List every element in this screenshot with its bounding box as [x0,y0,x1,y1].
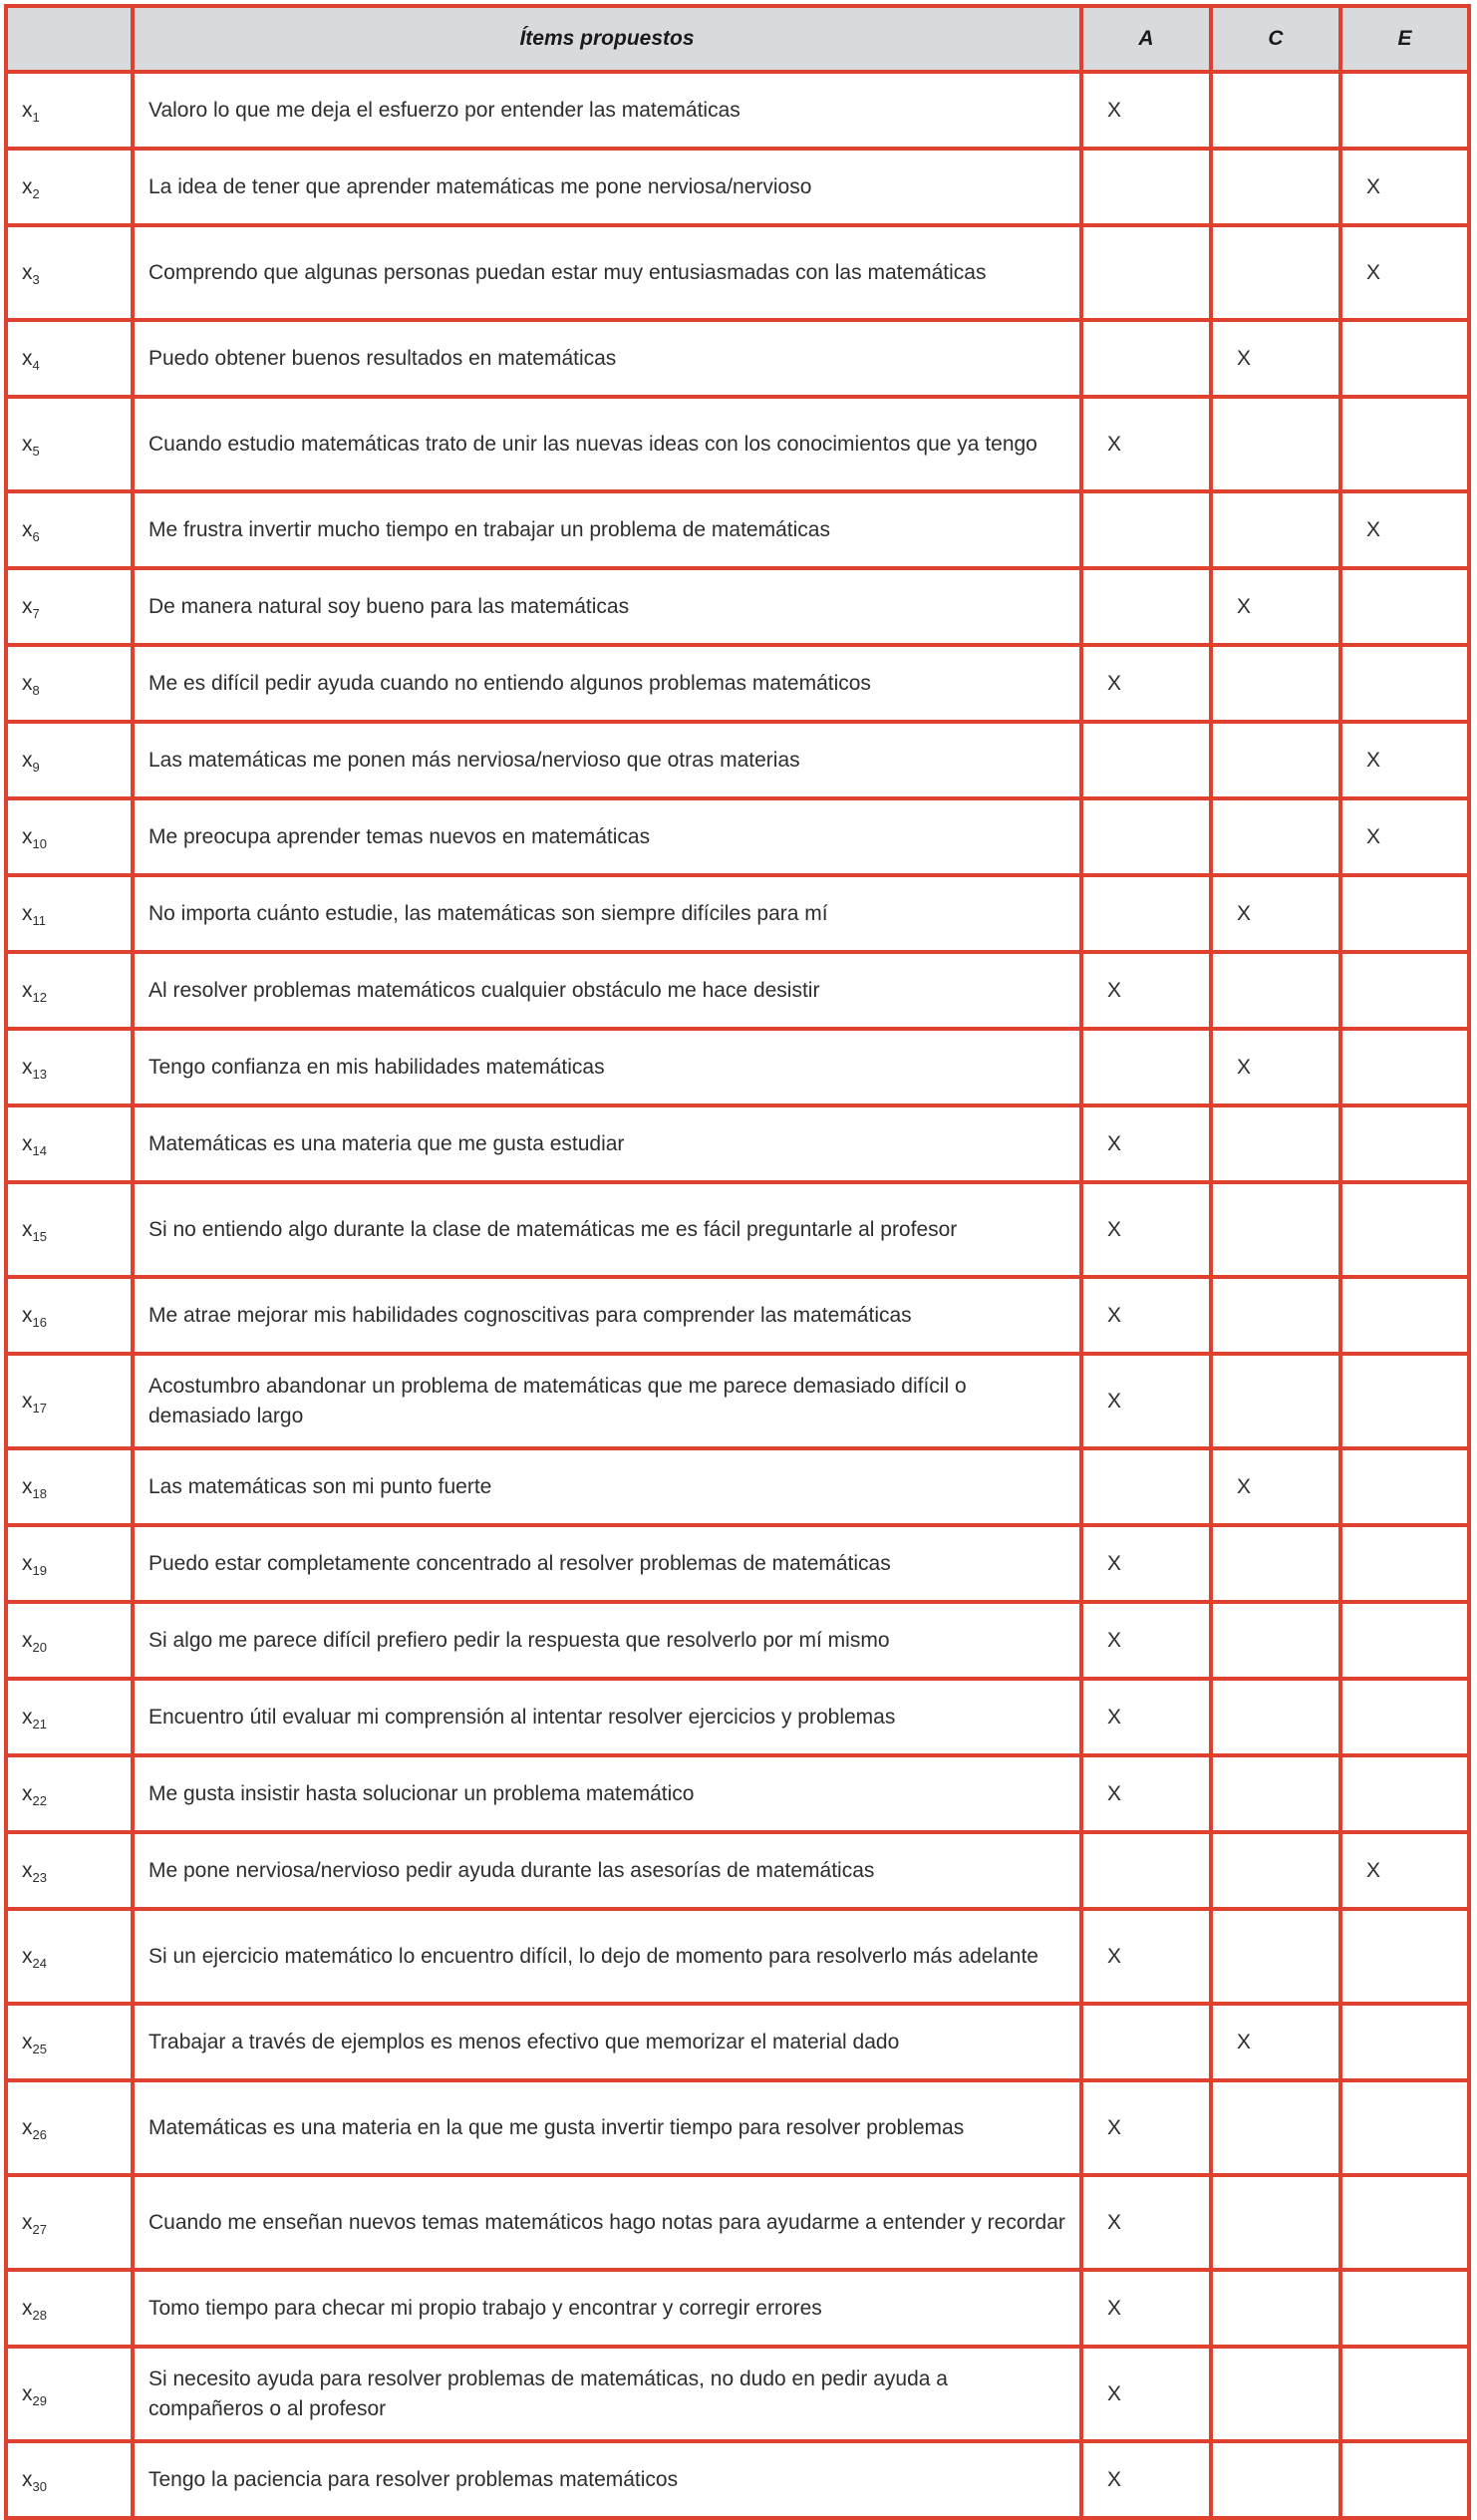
item-id-subscript: 24 [32,1956,47,1971]
item-id-subscript: 26 [32,2127,47,2142]
item-id-label: x [22,347,33,370]
mark-cell-a: X [1081,1602,1211,1679]
item-id-subscript: 30 [32,2479,47,2494]
mark-cell-e: X [1340,225,1469,320]
mark-cell-c [1211,722,1340,798]
mark-cell-c [1211,1755,1340,1832]
item-id [6,1832,133,1909]
item-id-subscript: 6 [32,529,40,544]
table-row [6,320,1469,397]
mark-cell-c [1211,952,1340,1029]
mark-cell-e [1340,568,1469,645]
table-row [6,225,1469,320]
mark-cell-a [1081,149,1211,225]
item-id-label: x [22,99,33,122]
item-id-subscript: 29 [32,2393,47,2408]
mark-cell-a: X [1081,397,1211,491]
item-text: Puedo estar completamente concentrado al resolver problemas de matemáticas [133,1525,1081,1602]
item-id [6,1679,133,1755]
item-text: Puedo obtener buenos resultados en matemáticas [133,320,1081,397]
item-id [6,952,133,1029]
table-row [6,1354,1469,1448]
mark-cell-c [1211,645,1340,722]
table-row [6,72,1469,149]
item-id-label: x [22,261,33,284]
mark-cell-e: X [1340,722,1469,798]
item-text: Matemáticas es una materia en la que me gusta invertir tiempo para resolver problemas [133,2080,1081,2175]
mark-cell-e [1340,1755,1469,1832]
mark-cell-e [1340,952,1469,1029]
item-id [6,1277,133,1354]
table-row [6,2004,1469,2080]
item-text: Trabajar a través de ejemplos es menos efectivo que memorizar el material dado [133,2004,1081,2080]
item-id [6,722,133,798]
table-row [6,1029,1469,1105]
item-id-label: x [22,1859,33,1882]
item-id-label: x [22,1304,33,1327]
item-text: Tengo confianza en mis habilidades matemáticas [133,1029,1081,1105]
item-text: Si no entiendo algo durante la clase de matemáticas me es fácil preguntarle al profesor [133,1182,1081,1277]
table-row [6,1277,1469,1354]
mark-cell-c: X [1211,875,1340,952]
mark-cell-a: X [1081,1105,1211,1182]
item-id-subscript: 2 [32,186,40,201]
mark-cell-a: X [1081,952,1211,1029]
mark-cell-a: X [1081,1182,1211,1277]
item-id-label: x [22,672,33,695]
table-row [6,397,1469,491]
mark-cell-a: X [1081,1679,1211,1755]
mark-cell-c: X [1211,2004,1340,2080]
mark-cell-a [1081,1832,1211,1909]
item-id-label: x [22,595,33,618]
item-id-subscript: 4 [32,358,40,373]
item-id-label: x [22,1782,33,1805]
mark-cell-c: X [1211,1448,1340,1525]
mark-cell-a: X [1081,2441,1211,2518]
item-id-subscript: 1 [32,110,40,125]
item-id [6,875,133,952]
item-id-subscript: 10 [32,836,47,851]
mark-cell-e: X [1340,491,1469,568]
mark-cell-e [1340,1602,1469,1679]
item-id-label: x [22,1475,33,1498]
mark-cell-e [1340,875,1469,952]
item-id-subscript: 25 [32,2042,47,2056]
table-row [6,2270,1469,2347]
mark-cell-a: X [1081,1354,1211,1448]
item-id-label: x [22,1706,33,1729]
item-id [6,2270,133,2347]
item-id-subscript: 23 [32,1870,47,1885]
item-id [6,72,133,149]
mark-cell-c [1211,2441,1340,2518]
item-text: Comprendo que algunas personas puedan estar muy entusiasmadas con las matemáticas [133,225,1081,320]
item-text: Matemáticas es una materia que me gusta estudiar [133,1105,1081,1182]
mark-cell-c [1211,1354,1340,1448]
item-text: Me atrae mejorar mis habilidades cognoscitivas para comprender las matemáticas [133,1277,1081,1354]
mark-cell-a: X [1081,1277,1211,1354]
table-row [6,2347,1469,2441]
item-text: Me gusta insistir hasta solucionar un problema matemático [133,1755,1081,1832]
item-id-subscript: 17 [32,1401,47,1416]
item-id [6,1182,133,1277]
mark-cell-a [1081,722,1211,798]
mark-cell-e [1340,2080,1469,2175]
mark-cell-e [1340,1029,1469,1105]
item-id-label: x [22,1629,33,1652]
item-id [6,491,133,568]
item-id-label: x [22,902,33,925]
item-id-label: x [22,1945,33,1968]
table-row [6,645,1469,722]
mark-cell-a [1081,568,1211,645]
mark-cell-e [1340,645,1469,722]
item-id [6,397,133,491]
mark-cell-a: X [1081,1755,1211,1832]
mark-cell-a [1081,1448,1211,1525]
mark-cell-a: X [1081,2347,1211,2441]
mark-cell-e [1340,2441,1469,2518]
item-id-label: x [22,2211,33,2234]
mark-cell-e [1340,397,1469,491]
mark-cell-c: X [1211,1029,1340,1105]
table-row [6,2175,1469,2270]
mark-cell-e: X [1340,1832,1469,1909]
mark-cell-a [1081,2004,1211,2080]
mark-cell-c [1211,798,1340,875]
items-table [4,4,1471,2520]
mark-cell-e: X [1340,798,1469,875]
item-id-label: x [22,1132,33,1155]
mark-cell-a: X [1081,645,1211,722]
item-id [6,1909,133,2004]
mark-cell-c [1211,491,1340,568]
table-body [6,72,1469,2518]
mark-cell-a: X [1081,1525,1211,1602]
mark-cell-a [1081,491,1211,568]
item-id-subscript: 21 [32,1717,47,1732]
item-id [6,149,133,225]
mark-cell-c [1211,1679,1340,1755]
item-text: Si un ejercicio matemático lo encuentro difícil, lo dejo de momento para resolverlo más adelante [133,1909,1081,2004]
mark-cell-c [1211,1602,1340,1679]
mark-cell-c [1211,1909,1340,2004]
table-row [6,1105,1469,1182]
mark-cell-a [1081,1029,1211,1105]
header-items: Ítems propuestos [133,6,1081,72]
item-id-label: x [22,518,33,541]
item-id [6,2175,133,2270]
item-id-label: x [22,825,33,848]
mark-cell-c [1211,1277,1340,1354]
header-c: C [1211,6,1340,72]
item-id-subscript: 28 [32,2308,47,2323]
item-id-subscript: 18 [32,1486,47,1501]
item-text: Valoro lo que me deja el esfuerzo por entender las matemáticas [133,72,1081,149]
item-id-label: x [22,979,33,1002]
mark-cell-c [1211,1105,1340,1182]
table-row [6,952,1469,1029]
mark-cell-e [1340,1105,1469,1182]
item-id-label: x [22,433,33,456]
item-id-subscript: 8 [32,683,40,698]
mark-cell-c [1211,149,1340,225]
mark-cell-a [1081,225,1211,320]
mark-cell-e [1340,1354,1469,1448]
item-id-subscript: 9 [32,760,40,775]
table-row [6,2080,1469,2175]
mark-cell-e [1340,2004,1469,2080]
item-text: Cuando estudio matemáticas trato de unir las nuevas ideas con los conocimientos que ya tengo [133,397,1081,491]
mark-cell-a [1081,320,1211,397]
item-id-subscript: 27 [32,2222,47,2237]
item-id-label: x [22,749,33,772]
item-id-label: x [22,2468,33,2491]
item-id-label: x [22,2116,33,2139]
mark-cell-e [1340,2347,1469,2441]
mark-cell-c [1211,1525,1340,1602]
item-id [6,2004,133,2080]
item-text: Al resolver problemas matemáticos cualquier obstáculo me hace desistir [133,952,1081,1029]
item-id-subscript: 20 [32,1640,47,1655]
item-id [6,225,133,320]
table-row [6,1679,1469,1755]
header-id [6,6,133,72]
mark-cell-c [1211,225,1340,320]
item-text: Si necesito ayuda para resolver problemas de matemáticas, no dudo en pedir ayuda a compañeros o al profesor [133,2347,1081,2441]
mark-cell-c [1211,72,1340,149]
item-id [6,1525,133,1602]
mark-cell-c [1211,2080,1340,2175]
item-id-subscript: 5 [32,444,40,459]
mark-cell-a: X [1081,2080,1211,2175]
item-id [6,645,133,722]
header-e: E [1340,6,1469,72]
mark-cell-c [1211,2270,1340,2347]
item-id-subscript: 3 [32,272,40,287]
item-id [6,798,133,875]
item-id-subscript: 13 [32,1067,47,1082]
item-id-subscript: 22 [32,1793,47,1808]
item-text: Cuando me enseñan nuevos temas matemáticos hago notas para ayudarme a entender y recordar [133,2175,1081,2270]
item-text: Las matemáticas me ponen más nerviosa/nervioso que otras materias [133,722,1081,798]
item-text: Me es difícil pedir ayuda cuando no entiendo algunos problemas matemáticos [133,645,1081,722]
item-text: Me preocupa aprender temas nuevos en matemáticas [133,798,1081,875]
item-id-subscript: 7 [32,606,40,621]
mark-cell-e [1340,1679,1469,1755]
table-row [6,875,1469,952]
mark-cell-e [1340,1525,1469,1602]
item-text: Tomo tiempo para checar mi propio trabajo y encontrar y corregir errores [133,2270,1081,2347]
mark-cell-e [1340,320,1469,397]
mark-cell-a [1081,798,1211,875]
item-text: De manera natural soy bueno para las matemáticas [133,568,1081,645]
table-row [6,149,1469,225]
item-text: Acostumbro abandonar un problema de matemáticas que me parece demasiado difícil o demasiado largo [133,1354,1081,1448]
item-id-label: x [22,1218,33,1241]
item-id [6,1448,133,1525]
item-text: Encuentro útil evaluar mi comprensión al intentar resolver ejercicios y problemas [133,1679,1081,1755]
mark-cell-c [1211,1182,1340,1277]
item-text: Tengo la paciencia para resolver problemas matemáticos [133,2441,1081,2518]
mark-cell-c: X [1211,320,1340,397]
item-id [6,2080,133,2175]
item-id [6,568,133,645]
mark-cell-e [1340,1448,1469,1525]
item-id-subscript: 19 [32,1563,47,1578]
header-row [6,6,1469,72]
table-row [6,2441,1469,2518]
mark-cell-e [1340,1909,1469,2004]
table-row [6,722,1469,798]
mark-cell-a: X [1081,72,1211,149]
mark-cell-c: X [1211,568,1340,645]
mark-cell-a [1081,875,1211,952]
table-row [6,1909,1469,2004]
item-id-subscript: 15 [32,1229,47,1244]
mark-cell-e [1340,1182,1469,1277]
table-row [6,798,1469,875]
item-id-label: x [22,2031,33,2053]
mark-cell-c [1211,2175,1340,2270]
table-row [6,491,1469,568]
item-id-label: x [22,175,33,198]
item-id-label: x [22,2382,33,2405]
item-id [6,1602,133,1679]
mark-cell-e: X [1340,149,1469,225]
mark-cell-a: X [1081,2175,1211,2270]
mark-cell-c [1211,1832,1340,1909]
mark-cell-a: X [1081,1909,1211,2004]
table-row [6,1182,1469,1277]
table-row [6,1832,1469,1909]
mark-cell-e [1340,1277,1469,1354]
table-row [6,1755,1469,1832]
item-id-label: x [22,1552,33,1575]
table-row [6,1448,1469,1525]
item-id [6,1354,133,1448]
mark-cell-c [1211,2347,1340,2441]
item-id [6,1755,133,1832]
item-id-subscript: 16 [32,1315,47,1330]
header-a: A [1081,6,1211,72]
item-text: No importa cuánto estudie, las matemáticas son siempre difíciles para mí [133,875,1081,952]
mark-cell-e [1340,2270,1469,2347]
item-text: Si algo me parece difícil prefiero pedir la respuesta que resolverlo por mí mismo [133,1602,1081,1679]
item-id-label: x [22,2297,33,2320]
item-id-subscript: 11 [32,913,46,928]
table-row [6,1525,1469,1602]
table-row [6,1602,1469,1679]
item-text: Las matemáticas son mi punto fuerte [133,1448,1081,1525]
item-id [6,1105,133,1182]
mark-cell-e [1340,72,1469,149]
item-id-label: x [22,1056,33,1079]
item-text: La idea de tener que aprender matemáticas me pone nerviosa/nervioso [133,149,1081,225]
item-id [6,320,133,397]
mark-cell-c [1211,397,1340,491]
table-row [6,568,1469,645]
item-id [6,1029,133,1105]
item-id [6,2347,133,2441]
mark-cell-a: X [1081,2270,1211,2347]
item-id-subscript: 14 [32,1143,47,1158]
mark-cell-e [1340,2175,1469,2270]
item-text: Me frustra invertir mucho tiempo en trabajar un problema de matemáticas [133,491,1081,568]
item-text: Me pone nerviosa/nervioso pedir ayuda durante las asesorías de matemáticas [133,1832,1081,1909]
item-id [6,2441,133,2518]
item-id-subscript: 12 [32,990,47,1005]
item-id-label: x [22,1390,33,1413]
